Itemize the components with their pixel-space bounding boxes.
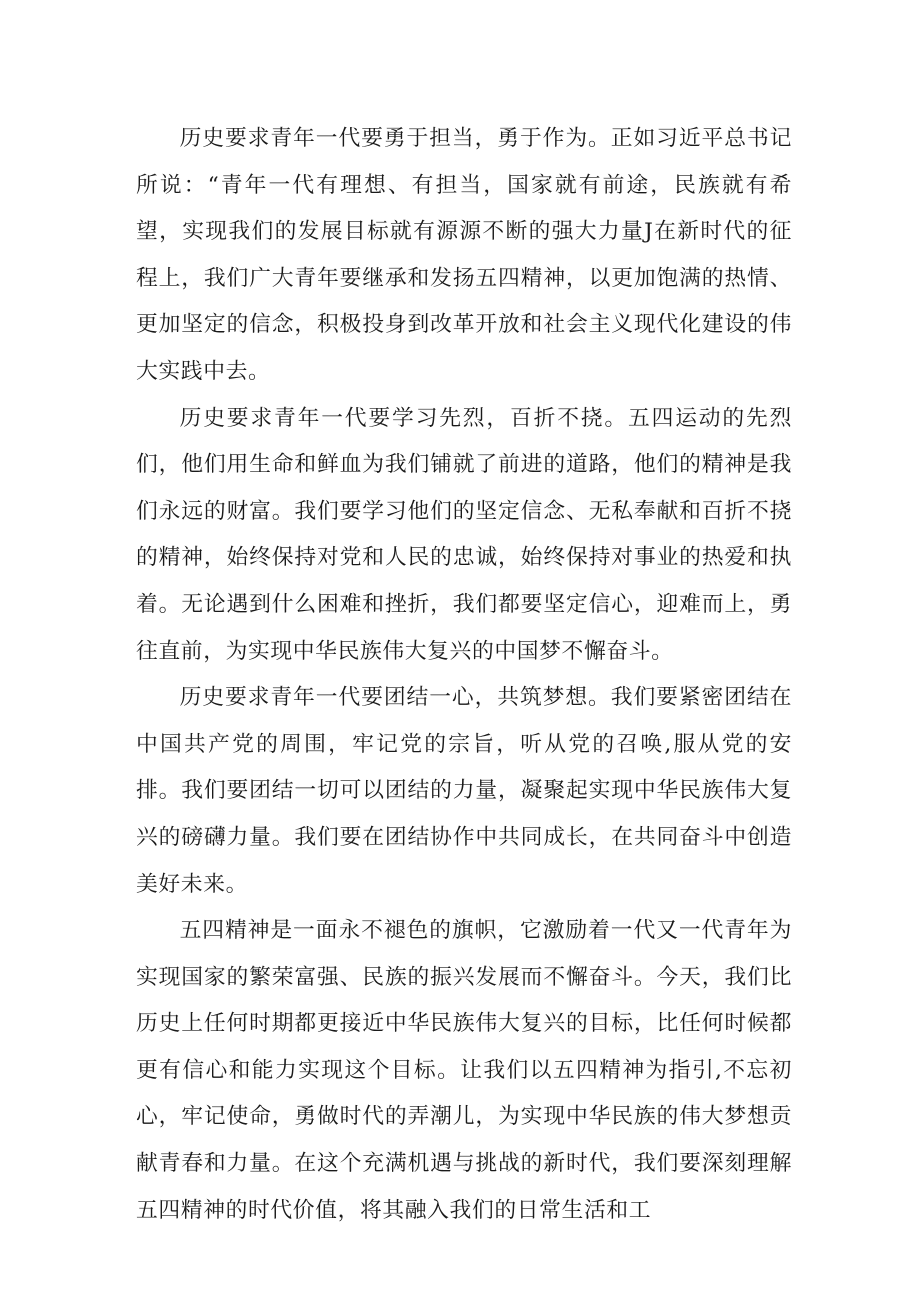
paragraph-may-fourth-spirit: 五四精神是一面永不褪色的旗帜，它激励着一代又一代青年为实现国家的繁荣富强、民族的振兴发展而不懈奋斗。今天，我们比历史上任何时期都更接近中华民族伟大复兴的目标，比任何时候都更有信心和能力实现这个目标。让我们以五四精神为指引,不忘初心，牢记使命，勇做时代的弄潮儿，为实现中华民族的伟大梦想贡献青春和力量。在这个充满机遇与挑战的新时代，我们要深刻理解五四精神的时代价值，将其融入我们的日常生活和工 [136, 918, 792, 1223]
paragraph-unity: 历史要求青年一代要团结一心，共筑梦想。我们要紧密团结在中国共产党的周围，牢记党的宗旨，听从党的召唤,服从党的安排。我们要团结一切可以团结的力量，凝聚起实现中华民族伟大复兴的磅礴力量。我们要在团结协作中共同成长，在共同奋斗中创造美好未来。 [136, 685, 792, 897]
paragraph-responsibility: 历史要求青年一代要勇于担当，勇于作为。正如习近平总书记所说：“青年一代有理想、有担当，国家就有前途，民族就有希望，实现我们的发展目标就有源源不断的强大力量J在新时代的征程上，我们广大青年要继承和发扬五四精神，以更加饱满的热情、更加坚定的信念，积极投身到改革开放和社会主义现代化建设的伟大实践中去。 [136, 126, 792, 384]
paragraph-martyrs: 历史要求青年一代要学习先烈，百折不挠。五四运动的先烈们，他们用生命和鲜血为我们铺就了前进的道路，他们的精神是我们永远的财富。我们要学习他们的坚定信念、无私奉献和百折不挠的精神，始终保持对党和人民的忠诚，始终保持对事业的热爱和执着。无论遇到什么困难和挫折，我们都要坚定信心，迎难而上，勇往直前，为实现中华民族伟大复兴的中国梦不懈奋斗。 [136, 405, 792, 664]
document-body [136, 116, 792, 1234]
